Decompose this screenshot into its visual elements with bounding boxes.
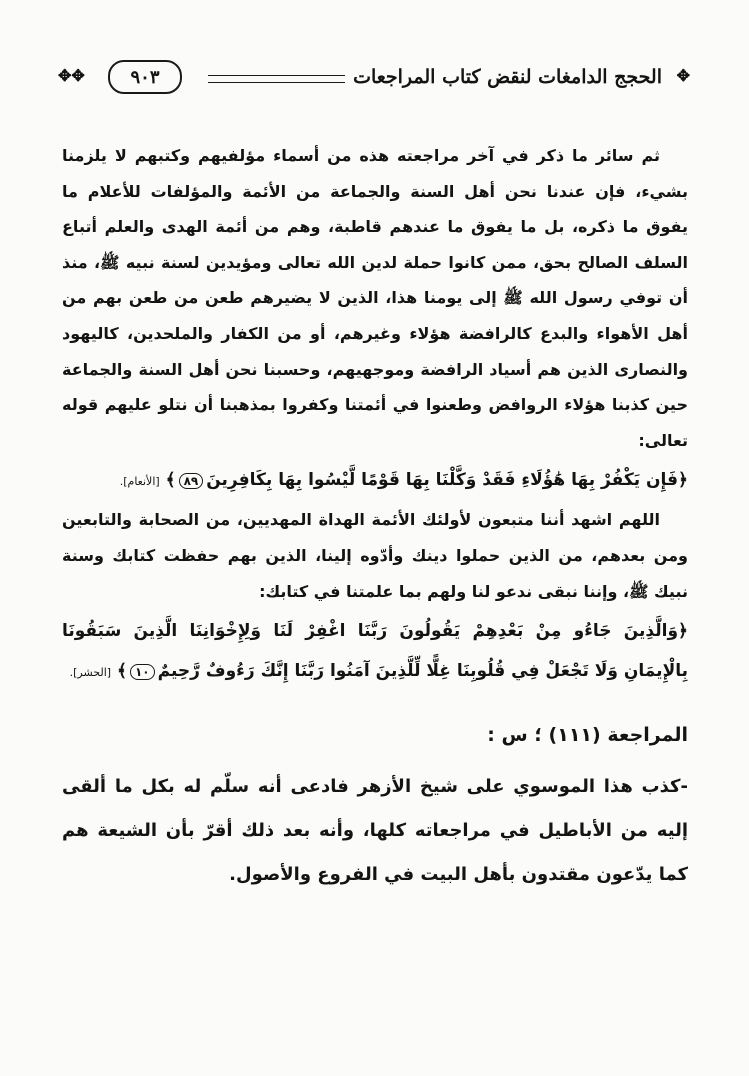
ornament-right: ✥ (676, 66, 690, 85)
quran-verse-2: ﴿وَالَّذِينَ جَاءُو مِنْ بَعْدِهِمْ يَقُولُونَ رَبَّنَا اغْفِرْ لَنَا وَلِإِخْوَانِنَا الَّذِينَ سَبَقُونَا بِالْإِيمَانِ وَلَا تَجْعَلْ فِي قُلُوبِنَا غِلًّا لِّلَّذِينَ آمَنُوا رَبَّنَا إِنَّكَ رَءُوفٌ رَّحِيمٌ١٠﴾ [الحشر]. (62, 621, 688, 682)
paragraph-1 (62, 138, 688, 458)
verse-1-number: ٨٩ (179, 473, 204, 489)
page-number: ٩٠٣ (108, 60, 182, 94)
running-title: الحجج الدامغات لنقض كتاب المراجعات (345, 62, 662, 92)
verse-2-number: ١٠ (130, 664, 155, 680)
paragraph-2-text: اللهم اشهد أننا متبعون لأولئك الأئمة الهداة المهديين، من الصحابة والتابعين ومن بعدهم، من الذين حملوا دينك وأدّوه إلينا، الذين بهم حفظت كتابك وسنة نبيك ﷺ، وإننا نبقى ندعو لنا ولهم بما علمتنا في كتابك: (62, 510, 688, 601)
quran-verse-1: ﴿فَإِن يَكْفُرْ بِهَا هَٰؤُلَاءِ فَقَدْ وَكَّلْنَا بِهَا قَوْمًا لَّيْسُوا بِهَا بِكَافِرِينَ٨٩﴾ [الأنعام]. (119, 470, 688, 491)
paragraph-2 (62, 502, 688, 609)
verse-2-reference: [الحشر]. (69, 666, 112, 680)
verse-1-reference: [الأنعام]. (119, 475, 160, 489)
section-heading: المراجعة (١١١) ؛ س : (487, 724, 688, 747)
verse-2-text: ﴿وَالَّذِينَ جَاءُو مِنْ بَعْدِهِمْ يَقُولُونَ رَبَّنَا اغْفِرْ لَنَا وَلِإِخْوَانِنَا الَّذِينَ سَبَقُونَا بِالْإِيمَانِ وَلَا تَجْعَلْ فِي قُلُوبِنَا غِلًّا لِّلَّذِينَ آمَنُوا رَبَّنَا إِنَّكَ رَءُوفٌ رَّحِيمٌ (62, 621, 688, 682)
paragraph-1-text: ثم سائر ما ذكر في آخر مراجعته هذه من أسماء مؤلفيهم وكتبهم لا يلزمنا بشيء، فإن عندنا نحن أهل السنة والجماعة من الأئمة والمؤلفات للأعلام ما يفوق ما ذكره، بل ما يفوق ما عندهم قاطبة، وهم من أئمة الهدى والعلم أتباع السلف الصالح بحق، ممن كانوا حملة لدين الله تعالى ومؤيدين لسنة نبيه ﷺ، منذ أن توفي رسول الله ﷺ إلى يومنا هذا، الذين لا يضيرهم طعن من طعن بهم من أهل الأهواء والبدع كالرافضة هؤلاء وغيرهم، أو من الكفار والملحدين، كاليهود والنصارى الذين هم أسياد الرافضة وموجهيهم، وحسبنا نحن أهل السنة والجماعة حين كذبنا هؤلاء الروافض وطعنوا في أئمتنا وكفروا بمذهبنا أن نتلو عليهم قوله تعالى: (62, 146, 688, 450)
ornament-left: ✥✥ (58, 66, 85, 85)
running-header (58, 58, 690, 98)
verse-1-text: ﴿فَإِن يَكْفُرْ بِهَا هَٰؤُلَاءِ فَقَدْ وَكَّلْنَا بِهَا قَوْمًا لَّيْسُوا بِهَا بِكَافِرِينَ (206, 470, 688, 491)
page-body (62, 138, 688, 897)
paragraph-3 (62, 765, 688, 897)
paragraph-3-text: -كذب هذا الموسوي على شيخ الأزهر فادعى أنه سلّم له بكل ما ألقى إليه من الأباطيل في مراجعاته كلها، وأنه بعد ذلك أقرّ بأن الشيعة هم كما يدّعون مقتدون بأهل البيت في الفروع والأصول. (62, 776, 688, 886)
